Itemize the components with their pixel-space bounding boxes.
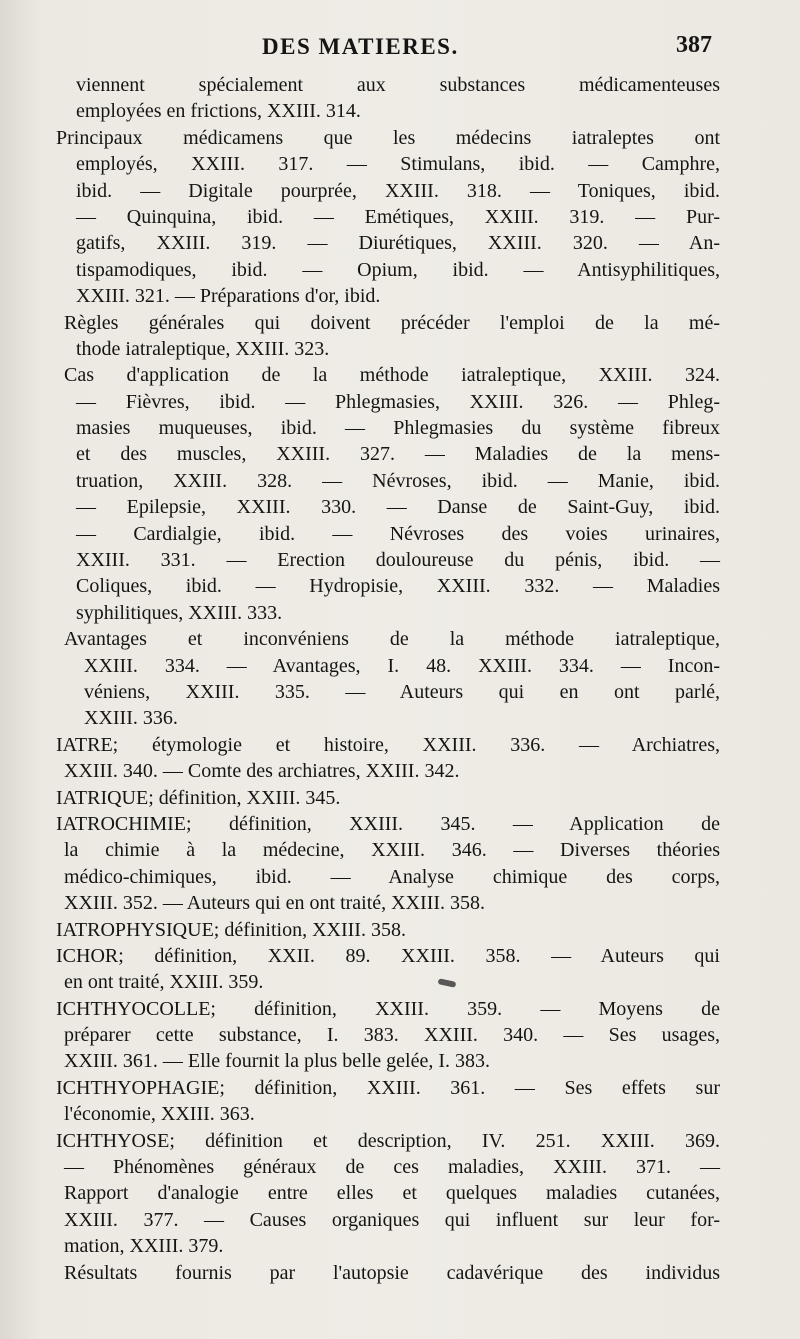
text-line: l'économie, XXIII. 363. — [64, 1103, 255, 1126]
text-line: viennent spécialement aux substances médicamenteuses — [76, 74, 720, 96]
text-line: XXIII. 361. — Elle fournit la plus belle gelée, I. 383. — [64, 1050, 490, 1073]
text-line: truation, XXIII. 328. — Névroses, ibid. — Manie, ibid. — [76, 469, 720, 492]
text-line: gatifs, XXIII. 319. — Diurétiques, XXIII. 320. — An- — [76, 232, 720, 255]
text-line: employées en frictions, XXIII. 314. — [76, 100, 361, 123]
text-line: Règles générales qui doivent précéder l'emploi de la mé- — [64, 311, 720, 334]
text-line: Coliques, ibid. — Hydropisie, XXIII. 332. — Maladies — [76, 575, 720, 598]
text-line: — Quinquina, ibid. — Emétiques, XXIII. 319. — Pur- — [76, 205, 720, 228]
text-line: — Phénomènes généraux de ces maladies, XXIII. 371. — — [64, 1156, 720, 1179]
text-line: ICHTHYOPHAGIE; définition, XXIII. 361. — Ses effets sur — [56, 1076, 720, 1099]
text-line: Avantages et inconvéniens de la méthode iatraleptique, — [64, 628, 720, 651]
index-text — [56, 72, 720, 1286]
text-line: IATRIQUE; définition, XXIII. 345. — [56, 786, 341, 809]
text-line: et des muscles, XXIII. 327. — Maladies de la mens- — [76, 443, 720, 466]
text-line: IATROCHIMIE; définition, XXIII. 345. — Application de — [56, 812, 720, 835]
text-line: XXIII. 334. — Avantages, I. 48. XXIII. 334. — Incon- — [84, 654, 720, 677]
text-line: mation, XXIII. 379. — [64, 1235, 224, 1258]
text-line: XXIII. 321. — Préparations d'or, ibid. — [76, 285, 381, 308]
text-line: XXIII. 336. — [84, 707, 178, 730]
page-header — [0, 34, 800, 68]
text-line: Principaux médicamens que les médecins iatraleptes ont — [56, 126, 720, 149]
text-line: — Epilepsie, XXIII. 330. — Danse de Saint-Guy, ibid. — [76, 496, 720, 519]
text-line: médico-chimiques, ibid. — Analyse chimique des corps, — [64, 865, 720, 888]
text-line: ICHTHYOCOLLE; définition, XXIII. 359. — Moyens de — [56, 997, 720, 1020]
text-line: — Cardialgie, ibid. — Névroses des voies urinaires, — [76, 522, 720, 545]
text-line: ibid. — Digitale pourprée, XXIII. 318. — Toniques, ibid. — [76, 179, 720, 202]
text-line: ICHTHYOSE; définition et description, IV. 251. XXIII. 369. — [56, 1129, 720, 1152]
text-line: XXIII. 340. — Comte des archiatres, XXIII. 342. — [64, 760, 460, 783]
text-line: thode iatraleptique, XXIII. 323. — [76, 337, 330, 360]
page-number: 387 — [676, 32, 712, 58]
running-head: DES MATIERES. — [262, 34, 459, 59]
text-line: Résultats fournis par l'autopsie cadavérique des individus — [64, 1261, 720, 1284]
text-line: ICHOR; définition, XXII. 89. XXIII. 358. — Auteurs qui — [56, 944, 720, 967]
text-line: en ont traité, XXIII. 359. — [64, 971, 264, 994]
text-line: employés, XXIII. 317. — Stimulans, ibid. — Camphre, — [76, 153, 720, 176]
text-line: XXIII. 377. — Causes organiques qui influent sur leur for- — [64, 1208, 720, 1231]
text-line: XXIII. 331. — Erection douloureuse du pénis, ibid. — — [76, 549, 720, 572]
text-line: — Fièvres, ibid. — Phlegmasies, XXIII. 326. — Phleg- — [76, 390, 720, 413]
text-line: XXIII. 352. — Auteurs qui en ont traité, XXIII. 358. — [64, 892, 486, 915]
text-line: véniens, XXIII. 335. — Auteurs qui en ont parlé, — [84, 680, 720, 703]
text-line: syphilitiques, XXIII. 333. — [76, 601, 283, 624]
text-line: masies muqueuses, ibid. — Phlegmasies du système fibreux — [76, 417, 720, 440]
text-line: IATRE; étymologie et histoire, XXIII. 336. — Archiatres, — [56, 733, 720, 756]
text-line: IATROPHYSIQUE; définition, XXIII. 358. — [56, 918, 406, 941]
text-line: préparer cette substance, I. 383. XXIII. 340. — Ses usages, — [64, 1024, 720, 1047]
text-line: Rapport d'analogie entre elles et quelques maladies cutanées, — [64, 1182, 720, 1205]
text-line: la chimie à la médecine, XXIII. 346. — Diverses théories — [64, 839, 720, 862]
text-line: Cas d'application de la méthode iatraleptique, XXIII. 324. — [64, 364, 720, 387]
text-line: tispamodiques, ibid. — Opium, ibid. — Antisyphilitiques, — [76, 258, 720, 281]
